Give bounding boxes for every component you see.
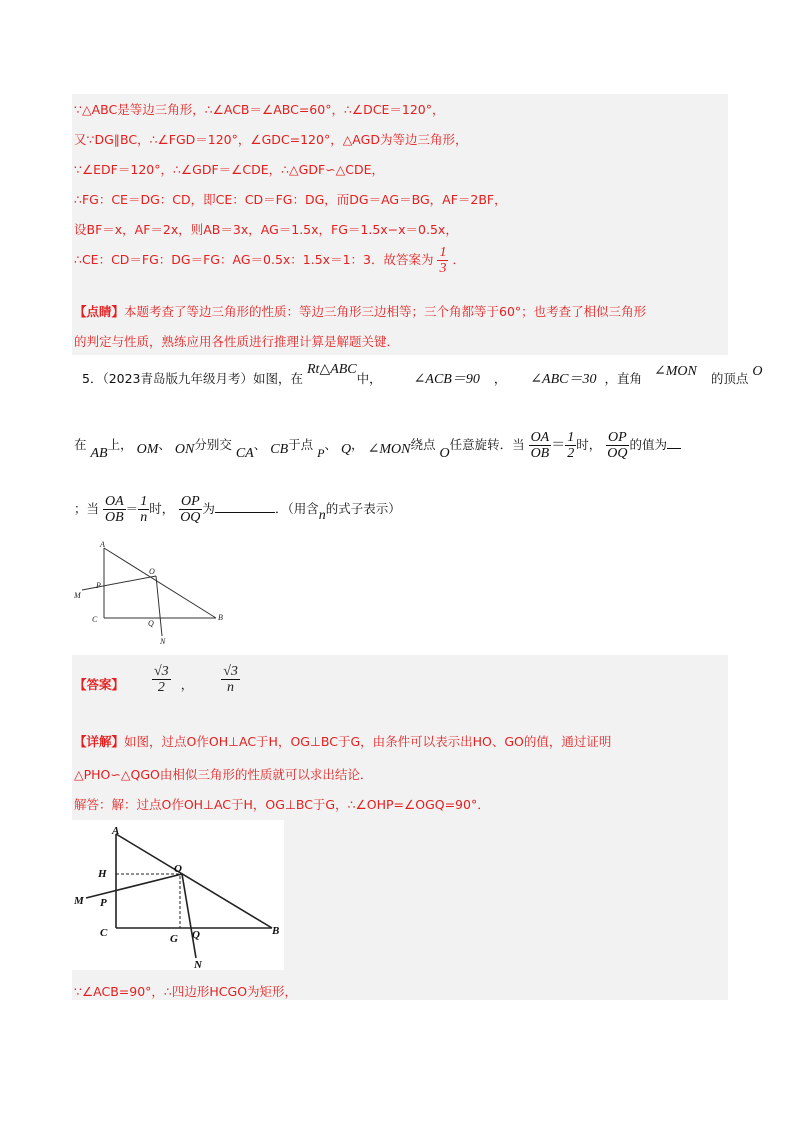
answer-fraction-2 [221,664,240,695]
answer-separator: ， [180,677,194,692]
text-tail: ．（用含 [274,501,319,516]
solution-line-4: ∴FG：CE＝DG：CD，即CE：CD＝FG：DG，而DG＝AG＝BG，AF＝2BF， [74,192,507,207]
math-o-2: O [439,446,450,461]
answer-fraction [437,245,448,276]
fraction-denominator: n [227,680,235,695]
text-shi2: 时， [149,501,175,516]
label-b: B [218,613,223,622]
fraction-denominator: n [140,510,148,525]
detail-label: 【详解】 [74,734,125,749]
label-b: B [272,925,280,937]
text-fenbie: 分别交 [194,437,232,452]
fraction-oa-ob [529,430,552,461]
fraction-denominator: 2 [157,680,165,695]
final-line: ∵∠ACB=90°，∴四边形HCGO为矩形， [74,984,298,999]
label-h: H [98,868,107,880]
solution-line-3: ∵∠EDF＝120°，∴∠GDF＝∠CDE，∴△GDF∽△CDE， [74,162,385,177]
text-shi1: 时， [576,437,602,452]
fraction-op-oq-2 [178,494,202,525]
label-n: N [160,637,166,646]
math-angle-acb: ∠ACB＝90 [413,372,480,387]
label-p: P [100,897,107,909]
text-zhijiao: ，直角 [604,371,643,386]
figure-question [72,538,232,648]
label-g: G [170,933,178,945]
text-dun2: 、 [253,437,267,452]
text-dun1: 、 [158,437,171,452]
label-a: A [100,540,105,549]
label-p: P [96,581,101,590]
label-m: M [74,591,81,600]
comment-label: 【点睛】 [74,304,125,319]
answer-blank-2[interactable] [215,512,275,513]
fraction-numerator: √3 [154,664,169,679]
fraction-oa-ob-2 [103,494,126,525]
answer-blank-1[interactable] [667,448,681,449]
answer-fraction-1 [152,664,171,695]
fraction-numerator: OP [180,494,200,509]
question-line-2 [74,430,681,461]
text-dun3: 、 [324,437,337,452]
text-renyi: 任意旋转．当 [449,437,525,452]
fraction-denominator: 2 [567,446,575,461]
solution-line-5: 设BF＝x，AF＝2x，则AB＝3x，AG＝1.5x，FG＝1.5x−x＝0.5x， [74,222,458,237]
fraction-op-oq [605,430,629,461]
solution-line-2: 又∵DG∥BC，∴∠FGD＝120°，∠GDC=120°，△AGD为等边三角形， [74,132,468,147]
answer-line [74,664,240,695]
fraction-numerator: 1 [140,494,148,509]
text-tail2: 的式子表示） [325,501,401,516]
triangle-figure-2 [72,820,284,970]
math-rt-abc: Rt△ABC [307,362,357,377]
fraction-numerator: OA [105,494,124,509]
comment-line-2: 的判定与性质，熟练应用各性质进行推理计算是解题关键． [74,334,400,349]
detail-line-3: 解答：解：过点O作OH⊥AC于H，OG⊥BC于G，∴∠OHP=∠OGQ=90°． [74,797,490,812]
text-shang: 上， [107,437,133,452]
math-q: Q [340,442,352,457]
math-angle-mon-2: ∠MON [367,442,411,457]
fraction-denominator: OQ [607,446,628,461]
question-number: 5． [82,371,103,386]
math-o: O [752,364,763,379]
fraction-numerator: OA [530,430,550,445]
fraction-denominator: OQ [180,510,201,525]
text-dingdian: 的顶点 [710,371,749,386]
text-zhong: 中， [356,371,382,386]
text-dezhi: 的值为 [629,437,667,452]
math-angle-abc: ∠ABC＝30 [530,372,597,387]
math-cb: CB [270,442,289,457]
detail-text-1: 如图，过点O作OH⊥AC于H，OG⊥BC于G，由条件可以表示出HO、GO的值，通过证明 [124,734,612,749]
figure-solution [72,820,284,970]
math-on: ON [174,442,195,457]
label-q: Q [192,929,200,941]
comment-line-1 [74,302,646,320]
math-ca: CA [235,446,254,461]
label-o: O [149,567,155,576]
question-line-3 [74,494,401,525]
math-om: OM [136,442,159,457]
label-n: N [194,959,202,970]
solution-line-1: ∵△ABC是等边三角形，∴∠ACB＝∠ABC=60°，∴∠DCE＝120°， [74,102,445,117]
math-angle-mon: ∠MON [654,364,697,379]
text-raodian: 绕点 [410,437,436,452]
label-c: C [92,615,98,624]
text-semi: ；当 [74,501,100,516]
fraction-denominator: OB [530,446,550,461]
math-n: n [318,508,326,523]
fraction-numerator: √3 [223,664,238,679]
fraction-numerator: 1 [439,245,447,260]
label-o: O [174,863,182,875]
label-c: C [100,927,108,939]
label-a: A [112,825,120,837]
detail-line-2: △PHO∽△QGO由相似三角形的性质就可以求出结论． [74,767,373,782]
text-comma2: ， [351,437,364,452]
fraction-denominator: OB [105,510,124,525]
answer-label: 【答案】 [74,677,125,692]
detail-line-1 [74,732,611,750]
solution-line-6-text: ∴CE：CD＝FG：DG＝FG：AG＝0.5x：1.5x＝1：3．故答案为 [74,252,434,267]
fraction-numerator: 1 [567,430,575,445]
fraction-denominator: 3 [439,261,447,276]
comment-text-1: 本题考查了等边三角形的性质：等边三角形三边相等；三个角都等于60°；也考查了相似三角形 [124,304,647,319]
text-comma: ， [493,371,507,386]
math-p: P [317,446,325,460]
triangle-figure-1 [72,538,232,648]
equals-sign: ＝ [125,501,139,516]
equals-sign: ＝ [551,438,566,453]
fraction-numerator: OP [608,430,627,445]
question-source: （2023青岛版九年级月考）如图，在 [102,371,304,386]
label-m: M [74,895,84,907]
text-yudian: 于点 [288,437,314,452]
solution-line-6-end: ． [452,252,465,267]
fraction-one-over-n [138,494,149,525]
solution-line-6 [74,245,465,276]
math-ab: AB [90,446,108,461]
question-line-1 [82,362,763,388]
label-q: Q [148,619,154,628]
fraction-one-half [565,430,576,461]
text-wei: 为 [202,501,215,516]
text-zai: 在 [74,437,87,452]
